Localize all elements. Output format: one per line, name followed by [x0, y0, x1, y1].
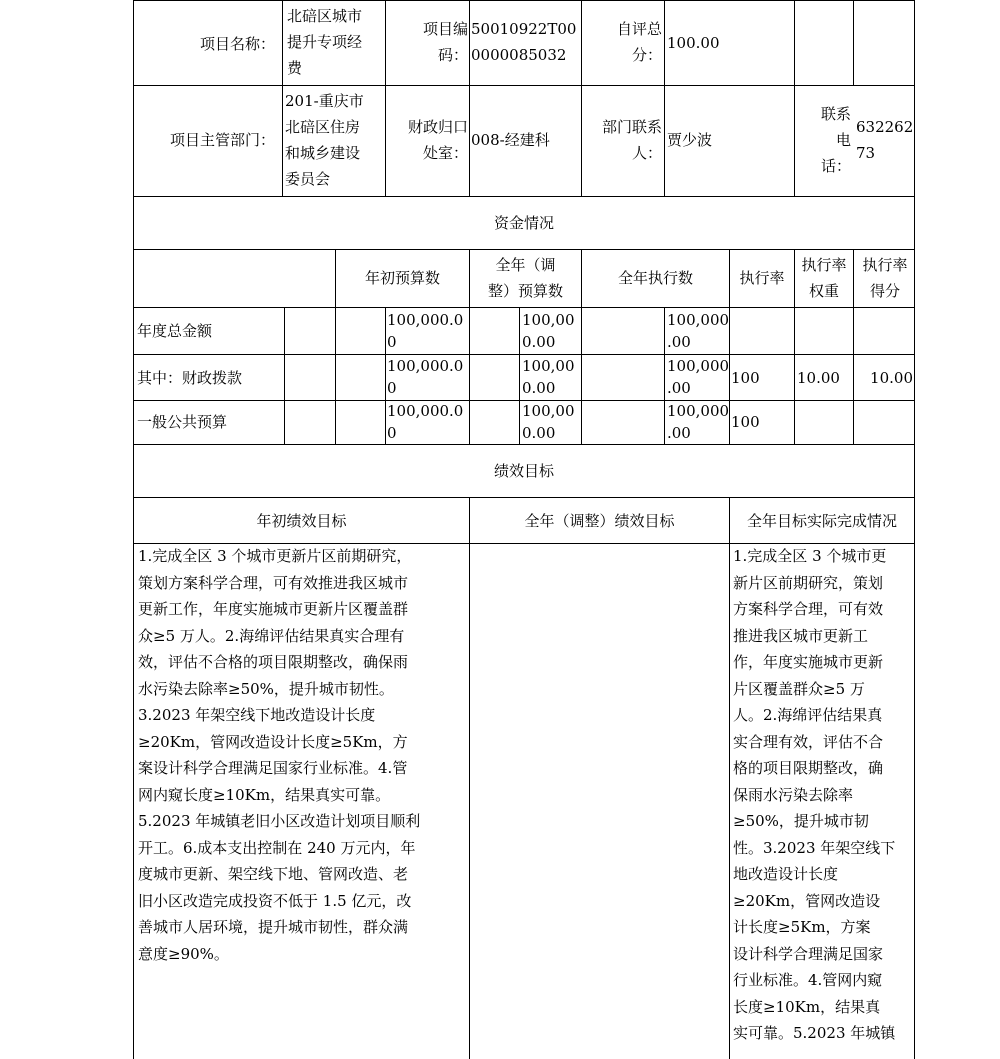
actual-result-text: 1.完成全区 3 个城市更 新片区前期研究，策划 方案科学合理，可有效 推进我区城市更新工 作，年度实施城市更新 片区覆盖群众≥5 万 人。2.海绵评估结果真 实合理有效，评估不合 格的项目限期整改，确 保雨水污染去除率 ≥50%，提升城市韧 性。3.2023 年架空线下 地改造设计长度 ≥20Km，管网改造设 计长度≥5Km，方案 设计科学合理满足国家 行业标准。4.管网内窥 长度≥10Km，结果真 实可靠。5.2023 年城镇 — [733, 547, 896, 1042]
rule — [729, 497, 730, 1059]
cell-adjusted: 100,00 0.00 — [522, 311, 575, 351]
rule — [133, 497, 915, 498]
project-name-label: 项目名称： — [199, 35, 275, 53]
cell-initial: 100,000.0 0 — [387, 402, 464, 442]
rule — [729, 307, 730, 444]
rule — [664, 307, 665, 444]
dept-value: 201-重庆市 北碚区住房 和城乡建设 委员会 — [285, 92, 364, 188]
rule — [385, 307, 386, 444]
header-score: 执行率 得分 — [862, 256, 908, 300]
cell-initial: 100,000.0 0 — [387, 311, 464, 351]
funds-section-title: 资金情况 — [493, 214, 554, 232]
rule — [853, 249, 854, 307]
rule — [853, 0, 854, 85]
col-actual-result: 全年目标实际完成情况 — [746, 512, 897, 530]
row-label: 一般公共预算 — [137, 413, 228, 431]
rule — [581, 307, 582, 444]
project-code-value: 50010922T00 0000085032 — [471, 20, 577, 64]
rule — [794, 0, 795, 196]
rule — [664, 0, 665, 196]
performance-section-title: 绩效目标 — [493, 462, 554, 480]
rule — [469, 0, 470, 196]
rule — [335, 307, 336, 444]
rule — [133, 196, 915, 197]
contact-value: 贾少波 — [667, 131, 713, 149]
rule — [133, 249, 915, 250]
header-adjusted-budget: 全年（调 整）预算数 — [487, 256, 563, 300]
cell-adjusted: 100,00 0.00 — [522, 402, 575, 442]
cell-executed: 100,000 .00 — [667, 402, 730, 442]
dept-label: 项目主管部门： — [169, 131, 275, 149]
col-initial-goal: 年初绩效目标 — [256, 512, 347, 530]
cell-executed: 100,000 .00 — [667, 357, 730, 397]
cell-executed: 100,000 .00 — [667, 311, 730, 351]
cell-adjusted: 100,00 0.00 — [522, 357, 575, 397]
rule — [282, 0, 283, 196]
self-score-value: 100.00 — [667, 34, 720, 52]
project-code-label: 项目编 码： — [422, 20, 468, 64]
phone-value: 632262 73 — [856, 118, 914, 162]
rule — [581, 0, 582, 196]
rule — [853, 307, 854, 444]
rule — [133, 0, 915, 1]
header-initial-budget: 年初预算数 — [364, 269, 440, 287]
rule — [133, 85, 915, 86]
contact-label: 部门联系 人： — [601, 118, 662, 162]
finance-office-label: 财政归口 处室： — [407, 118, 468, 162]
cell-weight: 10.00 — [797, 369, 840, 387]
rule — [469, 497, 470, 1059]
header-execution: 全年执行数 — [617, 269, 693, 287]
phone-label: 联系 电 话： — [820, 105, 851, 175]
cell-score: 10.00 — [870, 369, 913, 387]
col-adjusted-goal: 全年（调整）绩效目标 — [524, 512, 675, 530]
finance-office-value: 008-经建科 — [471, 131, 550, 149]
cell-rate: 100 — [731, 413, 760, 431]
header-rate: 执行率 — [739, 269, 785, 287]
project-name-value: 北碚区城市 提升专项经 费 — [287, 7, 363, 77]
rule — [385, 0, 386, 196]
cell-rate: 100 — [731, 369, 760, 387]
rule — [284, 307, 285, 444]
cell-initial: 100,000.0 0 — [387, 357, 464, 397]
header-weight: 执行率 权重 — [801, 256, 847, 300]
rule — [469, 307, 470, 444]
self-score-label: 自评总 分： — [616, 20, 662, 64]
row-label: 年度总金额 — [137, 322, 213, 340]
rule — [519, 307, 520, 444]
rule — [133, 444, 915, 445]
initial-goal-text: 1.完成全区 3 个城市更新片区前期研究， 策划方案科学合理，可有效推进我区城市 更新工作，年度实施城市更新片区覆盖群 众≥5 万人。2.海绵评估结果真实合理有 效，评估不合格的项目限期整改，确保雨 水污染去除率≥50%，提升城市韧性。 3.2023 年架空线下地改造设计长度 ≥20Km，管网改造设计长度≥5Km，方 案设计科学合理满足国家行业标准。4.管 网内窥长度≥10Km，结果真实可靠。 5.2023 年城镇老旧小区改造计划项目顺利 开工。6.成本支出控制在 240 万元内，年 度城市更新、架空线下地、管网改造、老 旧小区改造完成投资不低于 1.5 亿元，改 善城市人居环境，提升城市韧性，群众满 意度≥90%。 — [138, 547, 421, 963]
rule — [794, 307, 795, 444]
row-label: 其中：财政拨款 — [137, 369, 243, 387]
rule — [133, 307, 915, 308]
